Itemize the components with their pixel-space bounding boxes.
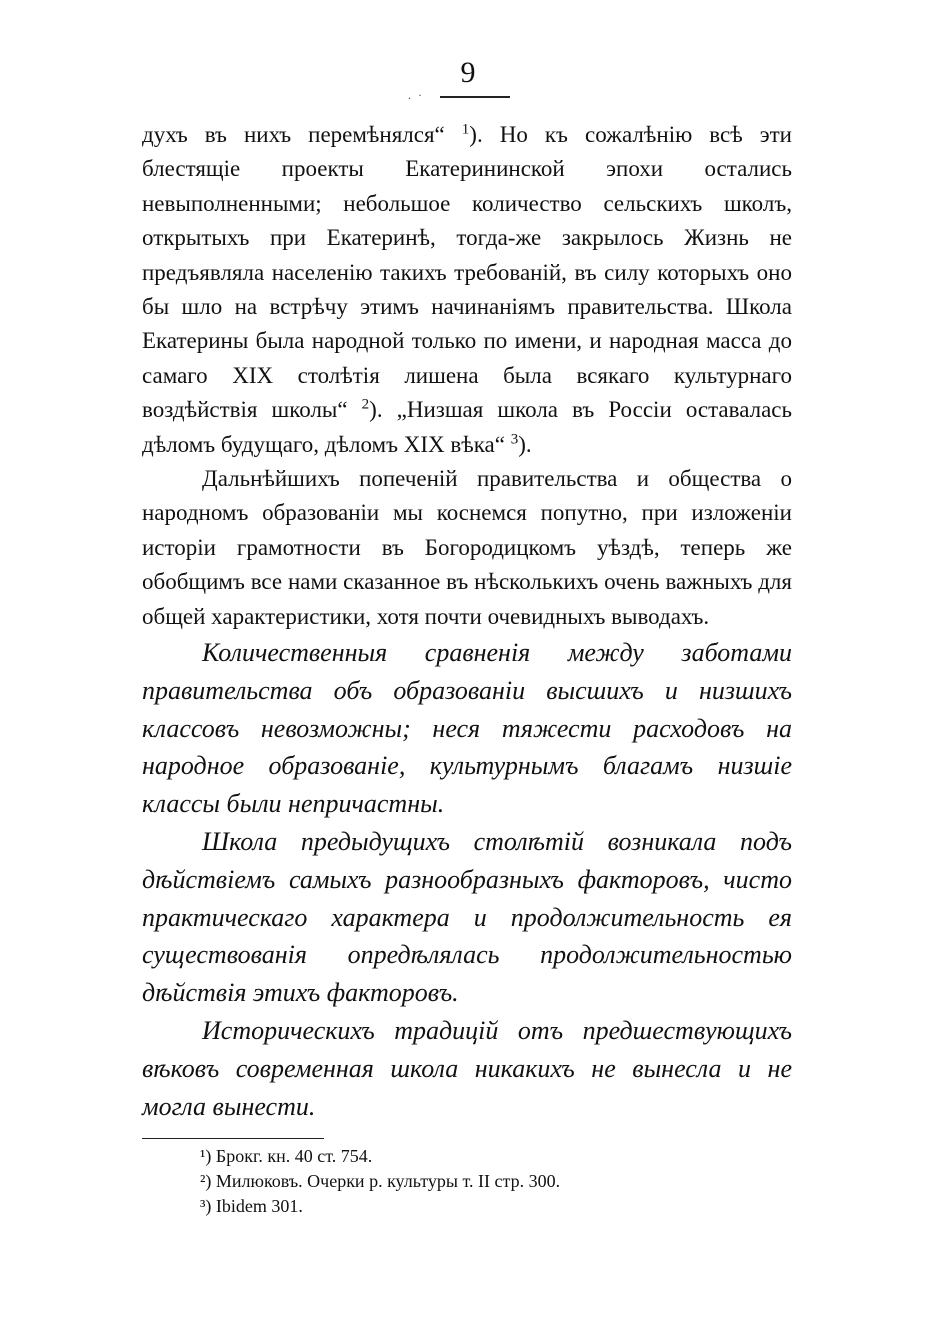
paragraph-5-conclusion: Историческихъ традицій отъ предшествующихъ вѣковъ современная школа никакихъ не вынесла и не могла вынести.	[142, 1016, 792, 1121]
page-number: 9	[460, 56, 476, 89]
footnote-ref-1: 1	[461, 121, 470, 138]
paragraph-1	[142, 118, 792, 462]
paragraph-1-part-2: ). Но къ сожалѣнію всѣ эти блестящіе проекты Екатерининской эпохи остались невыполненными; небольшое количество сельскихъ школъ, открытыхъ при Екатеринѣ, тогда-же закрылось Жизнь не предъявляла населенію такихъ требованій, въ силу которыхъ оно бы шло на встрѣчу этимъ начинаніямъ правительства. Школа Екатерины была народной только по имени, и народная масса до самаго XIX столѣтія лишена была всякаго культурнаго воздѣйствія школы“	[142, 122, 792, 423]
footnote-3-text: Ibidem 301.	[215, 1196, 303, 1216]
paragraph-4-conclusion: Школа предыдущихъ столѣтій возникала подъ дѣйствіемъ самыхъ разнообразныхъ факторовъ, чисто практическаго характера и продолжительность ея существованія опредѣлялась продолжительностью дѣйствія этихъ факторовъ.	[142, 827, 792, 1008]
footnote-rule	[142, 1138, 324, 1139]
header-marks: . ·	[408, 88, 424, 102]
paragraph-1-part-4: ).	[518, 431, 532, 457]
paragraph-1-part-1: духъ въ нихъ перемѣнялся“	[142, 122, 462, 147]
footnote-ref-3: 3	[510, 431, 519, 447]
footnote-3	[200, 1194, 760, 1219]
footnote-1	[200, 1144, 760, 1169]
footnote-1-mark: ¹)	[200, 1146, 212, 1166]
footnote-3-mark: ³)	[200, 1196, 212, 1216]
paragraph-2: Дальнѣйшихъ попеченій правительства и общества о народномъ образованіи мы коснемся попутно, при изложеніи исторіи грамотности въ Богородицкомъ уѣздѣ, теперь же обобщимъ все нами сказанное въ нѣсколькихъ очень важныхъ для общей характеристики, хотя почти очевидныхъ выводахъ.	[142, 466, 792, 629]
paragraph-1-part-3: ). „Низшая школа въ Россіи оставалась дѣломъ будущаго, дѣломъ XIX вѣка“	[142, 397, 792, 457]
footnote-2-mark: ²)	[200, 1171, 212, 1191]
header-rule	[440, 96, 510, 98]
footnote-2	[200, 1169, 760, 1194]
footnote-ref-2: 2	[361, 396, 370, 413]
footnotes	[200, 1144, 760, 1219]
paragraph-3-conclusion: Количественныя сравненія между заботами правительства объ образованіи высшихъ и низшихъ классовъ невозможны; неся тяжести расходовъ на народное образованіе, культурнымъ благамъ низшіе классы были непричастны.	[142, 638, 792, 819]
footnote-1-text: Брокг. кн. 40 ст. 754.	[215, 1146, 373, 1166]
footnote-2-text: Милюковъ. Очерки р. культуры т. II стр. 300.	[215, 1171, 561, 1191]
page-body	[142, 118, 792, 1125]
